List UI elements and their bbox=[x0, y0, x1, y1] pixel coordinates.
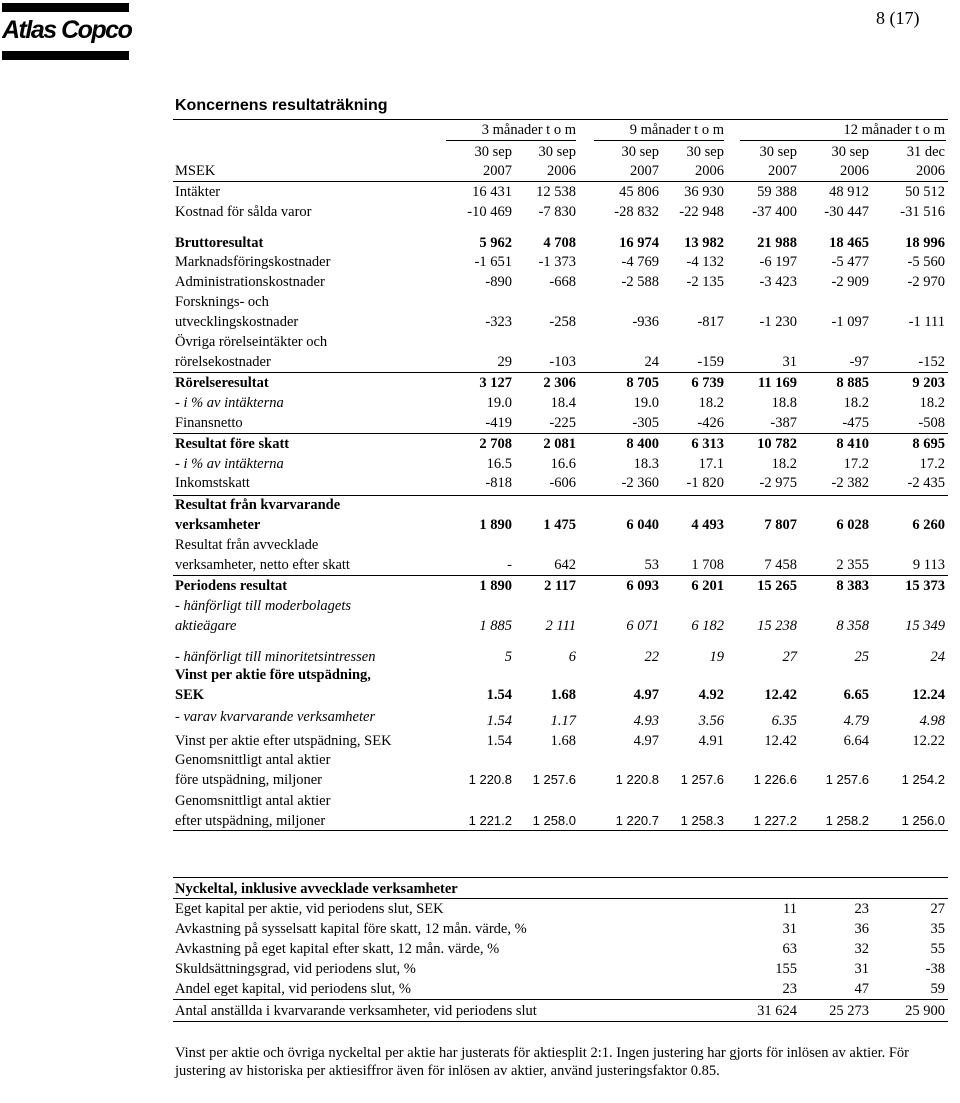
row-value: 4 708 bbox=[543, 235, 576, 251]
row-value: 12.22 bbox=[912, 733, 945, 749]
column-date: 30 sep bbox=[831, 144, 869, 160]
row-value: 21 988 bbox=[757, 235, 797, 251]
row-value: 8 705 bbox=[626, 375, 659, 391]
footnote: Vinst per aktie och övriga nyckeltal per aktie har justerats för aktiesplit 2:1. Ingen justering har gjorts för inlösen av aktier. För justering av historiska per aktiesiffror även för inlösen av aktier, använd justeringsfaktor 0.85. bbox=[175, 1045, 909, 1079]
kpi-value: 35 bbox=[930, 921, 945, 937]
row-value: -5 477 bbox=[831, 254, 869, 270]
row-value: 24 bbox=[644, 354, 659, 370]
row-label: efter utspädning, miljoner bbox=[175, 813, 326, 829]
row-label: före utspädning, miljoner bbox=[175, 772, 322, 788]
kpi-value: 55 bbox=[930, 941, 945, 957]
page-number: 8 (17) bbox=[876, 8, 920, 28]
row-value: 12.24 bbox=[912, 687, 945, 703]
row-value: 53 bbox=[644, 557, 659, 573]
period-group-header: 12 månader t o m bbox=[843, 122, 945, 138]
row-value: -817 bbox=[697, 314, 724, 330]
row-label: aktieägare bbox=[175, 618, 237, 634]
row-value: 12 538 bbox=[536, 184, 576, 200]
row-value: -31 516 bbox=[900, 204, 945, 220]
kpi-label: Antal anställda i kvarvarande verksamheter, vid periodens slut bbox=[175, 1003, 537, 1019]
logo-bar-top bbox=[2, 3, 129, 12]
row-value: 6 040 bbox=[626, 517, 659, 533]
row-value: 1 257.6 bbox=[825, 772, 869, 787]
row-value: -936 bbox=[632, 314, 659, 330]
row-value: -152 bbox=[918, 354, 945, 370]
row-value: 6 260 bbox=[912, 517, 945, 533]
kpi-label: Andel eget kapital, vid periodens slut, % bbox=[175, 981, 411, 997]
row-value: 1 220.8 bbox=[615, 772, 659, 787]
row-label: - hänförligt till minoritetsintressen bbox=[175, 649, 376, 665]
kpi-value: 31 bbox=[782, 921, 797, 937]
row-value: 6 093 bbox=[626, 578, 659, 594]
row-value: -2 975 bbox=[759, 475, 797, 491]
row-value: -419 bbox=[485, 415, 512, 431]
row-value: 2 355 bbox=[836, 557, 869, 573]
row-value: 6 739 bbox=[691, 375, 724, 391]
column-date: 31 dec bbox=[906, 144, 945, 160]
header-bottom-rule bbox=[173, 181, 948, 182]
row-value: 1 227.2 bbox=[753, 813, 797, 828]
kpi-value: 25 900 bbox=[905, 1003, 945, 1019]
row-value: 15 349 bbox=[905, 618, 945, 634]
row-value: -818 bbox=[485, 475, 512, 491]
kpi-value: 47 bbox=[854, 981, 869, 997]
row-value: -323 bbox=[485, 314, 512, 330]
row-value: 4.79 bbox=[843, 713, 869, 729]
row-label: Bruttoresultat bbox=[175, 235, 264, 251]
row-label: Resultat från kvarvarande bbox=[175, 497, 341, 513]
row-value: 16 974 bbox=[619, 235, 659, 251]
column-date: 30 sep bbox=[538, 144, 576, 160]
income-statement-title: Koncernens resultaträkning bbox=[175, 97, 388, 114]
row-value: 2 117 bbox=[544, 578, 576, 594]
row-label: verksamheter bbox=[175, 517, 261, 533]
row-value: 19 bbox=[709, 649, 724, 665]
row-value: 48 912 bbox=[829, 184, 869, 200]
row-label: verksamheter, netto efter skatt bbox=[175, 557, 350, 573]
row-value: 15 265 bbox=[757, 578, 797, 594]
row-value: 1 475 bbox=[543, 517, 576, 533]
row-value: -28 832 bbox=[614, 204, 659, 220]
row-value: 1 220.7 bbox=[615, 813, 659, 828]
row-value: 8 358 bbox=[836, 618, 869, 634]
kpi-value: 32 bbox=[854, 941, 869, 957]
row-label: - i % av intäkterna bbox=[175, 456, 284, 472]
row-value: -7 830 bbox=[538, 204, 576, 220]
kpi-value: 25 273 bbox=[829, 1003, 869, 1019]
row-label: Övriga rörelseintäkter och bbox=[175, 334, 328, 350]
row-value: 25 bbox=[854, 649, 869, 665]
logo-bar-bottom bbox=[2, 51, 129, 60]
column-date: 30 sep bbox=[474, 144, 512, 160]
row-value: -1 111 bbox=[908, 314, 945, 330]
row-value: -30 447 bbox=[824, 204, 869, 220]
row-value: 10 782 bbox=[757, 436, 797, 452]
row-value: -22 948 bbox=[679, 204, 724, 220]
row-value: 36 930 bbox=[684, 184, 724, 200]
row-value: -159 bbox=[697, 354, 724, 370]
row-value: -2 588 bbox=[621, 274, 659, 290]
row-label: Administrationskostnader bbox=[175, 274, 325, 290]
row-value: 8 383 bbox=[836, 578, 869, 594]
row-value: 7 458 bbox=[764, 557, 797, 573]
row-value: -2 435 bbox=[907, 475, 945, 491]
row-value: 5 962 bbox=[479, 235, 512, 251]
row-value: -1 230 bbox=[759, 314, 797, 330]
row-value: 27 bbox=[782, 649, 797, 665]
row-value: 18.2 bbox=[919, 395, 945, 411]
column-date: 30 sep bbox=[621, 144, 659, 160]
row-value: 1 257.6 bbox=[532, 772, 576, 787]
row-value: -2 360 bbox=[621, 475, 659, 491]
row-value: 16.6 bbox=[550, 456, 576, 472]
row-value: -2 970 bbox=[907, 274, 945, 290]
row-value: 18.2 bbox=[771, 456, 797, 472]
kpi-value: 59 bbox=[930, 981, 945, 997]
row-value: 18 996 bbox=[905, 235, 945, 251]
row-label: Finansnetto bbox=[175, 415, 243, 431]
period-group-header: 9 månader t o m bbox=[629, 122, 724, 138]
row-label: Forsknings- och bbox=[175, 294, 269, 310]
kpi-title-rule bbox=[173, 898, 948, 899]
kpi-row-rule bbox=[173, 999, 948, 1000]
row-value: 1 254.2 bbox=[901, 772, 945, 787]
row-value: 642 bbox=[554, 557, 576, 573]
subtotal-rule bbox=[173, 433, 948, 434]
row-label: Vinst per aktie före utspädning, bbox=[175, 667, 371, 683]
row-value: 3 127 bbox=[479, 375, 512, 391]
row-value: 12.42 bbox=[764, 733, 797, 749]
kpi-top-rule bbox=[173, 877, 948, 878]
row-value: 15 373 bbox=[905, 578, 945, 594]
row-label: Periodens resultat bbox=[175, 578, 288, 594]
row-value: 7 807 bbox=[764, 517, 797, 533]
row-value: 13 982 bbox=[684, 235, 724, 251]
row-label: utvecklingskostnader bbox=[175, 314, 299, 330]
row-value: 17.1 bbox=[698, 456, 724, 472]
row-label: Intäkter bbox=[175, 184, 221, 200]
period-rule-12m bbox=[740, 140, 946, 141]
row-value: 18.3 bbox=[633, 456, 659, 472]
row-value: -606 bbox=[549, 475, 576, 491]
column-date: 30 sep bbox=[759, 144, 797, 160]
row-value: -2 909 bbox=[831, 274, 869, 290]
period-rule-9m bbox=[594, 140, 724, 141]
row-value: 4.97 bbox=[633, 687, 659, 703]
row-value: 4 493 bbox=[691, 517, 724, 533]
row-value: 1 257.6 bbox=[680, 772, 724, 787]
row-value: -2 135 bbox=[686, 274, 724, 290]
kpi-label: Skuldsättningsgrad, vid periodens slut, % bbox=[175, 961, 416, 977]
subtotal-rule bbox=[173, 575, 948, 576]
row-value: -4 769 bbox=[621, 254, 659, 270]
kpi-value: 27 bbox=[930, 901, 945, 917]
row-value: -668 bbox=[549, 274, 576, 290]
column-year: 2006 bbox=[916, 163, 945, 179]
row-value: -10 469 bbox=[467, 204, 512, 220]
kpi-bottom-rule bbox=[173, 1021, 948, 1022]
row-value: 6 182 bbox=[691, 618, 724, 634]
company-logo: Atlas Copco bbox=[2, 16, 132, 44]
kpi-value: 11 bbox=[783, 901, 797, 917]
kpi-value: -38 bbox=[925, 961, 945, 977]
row-value: 17.2 bbox=[843, 456, 869, 472]
row-value: 6 313 bbox=[691, 436, 724, 452]
kpi-title: Nyckeltal, inklusive avvecklade verksamheter bbox=[175, 881, 458, 897]
subtotal-rule bbox=[173, 495, 948, 496]
table-bottom-rule bbox=[173, 830, 948, 831]
kpi-label: Avkastning på eget kapital efter skatt, 12 mån. värde, % bbox=[175, 941, 500, 957]
row-value: 4.98 bbox=[919, 713, 945, 729]
row-value: -1 651 bbox=[474, 254, 512, 270]
kpi-label: Avkastning på sysselsatt kapital före skatt, 12 mån. värde, % bbox=[175, 921, 527, 937]
column-year: 2007 bbox=[768, 163, 797, 179]
row-value: 18 465 bbox=[829, 235, 869, 251]
row-value: 59 388 bbox=[757, 184, 797, 200]
row-value: 18.2 bbox=[843, 395, 869, 411]
row-value: 8 400 bbox=[626, 436, 659, 452]
row-label: Resultat före skatt bbox=[175, 436, 290, 452]
row-value: -6 197 bbox=[759, 254, 797, 270]
row-value: 6 bbox=[568, 649, 576, 665]
row-value: 2 111 bbox=[545, 618, 576, 634]
table-top-rule bbox=[173, 119, 948, 120]
row-value: -37 400 bbox=[752, 204, 797, 220]
kpi-value: 155 bbox=[775, 961, 797, 977]
row-value: 6.64 bbox=[843, 733, 869, 749]
row-value: 3.56 bbox=[698, 713, 724, 729]
row-value: 8 410 bbox=[836, 436, 869, 452]
row-label: - hänförligt till moderbolagets bbox=[175, 598, 352, 614]
column-year: 2007 bbox=[483, 163, 512, 179]
row-value: 18.2 bbox=[698, 395, 724, 411]
row-value: 17.2 bbox=[919, 456, 945, 472]
row-value: 1 258.0 bbox=[532, 813, 576, 828]
row-value: 6 201 bbox=[691, 578, 724, 594]
period-group-header: 3 månader t o m bbox=[481, 122, 576, 138]
row-value: 12.42 bbox=[764, 687, 797, 703]
row-value: -1 097 bbox=[831, 314, 869, 330]
row-value: -1 820 bbox=[686, 475, 724, 491]
column-year: 2006 bbox=[695, 163, 724, 179]
row-value: -5 560 bbox=[907, 254, 945, 270]
row-value: 15 238 bbox=[757, 618, 797, 634]
row-value: - bbox=[507, 557, 512, 573]
row-value: 1 258.2 bbox=[825, 813, 869, 828]
row-value: 31 bbox=[782, 354, 797, 370]
column-year: 2006 bbox=[840, 163, 869, 179]
row-value: 2 081 bbox=[543, 436, 576, 452]
period-rule-3m bbox=[446, 140, 576, 141]
row-value: 1 220.8 bbox=[468, 772, 512, 787]
row-label: - i % av intäkterna bbox=[175, 395, 284, 411]
row-value: 4.93 bbox=[633, 713, 659, 729]
row-value: 18.4 bbox=[550, 395, 576, 411]
row-value: -4 132 bbox=[686, 254, 724, 270]
row-value: -103 bbox=[549, 354, 576, 370]
row-value: 2 708 bbox=[479, 436, 512, 452]
subtotal-rule bbox=[173, 372, 948, 373]
row-label: rörelsekostnader bbox=[175, 354, 271, 370]
row-value: 29 bbox=[497, 354, 512, 370]
row-value: 1 221.2 bbox=[468, 813, 512, 828]
row-value: 6.35 bbox=[771, 713, 797, 729]
row-value: 6.65 bbox=[843, 687, 869, 703]
row-value: -1 373 bbox=[538, 254, 576, 270]
row-value: 22 bbox=[644, 649, 659, 665]
row-value: -475 bbox=[842, 415, 869, 431]
row-value: -3 423 bbox=[759, 274, 797, 290]
row-value: 9 113 bbox=[912, 557, 945, 573]
row-value: -97 bbox=[849, 354, 869, 370]
row-value: 1 890 bbox=[479, 578, 512, 594]
row-value: 8 695 bbox=[912, 436, 945, 452]
row-label: - varav kvarvarande verksamheter bbox=[175, 709, 376, 725]
row-value: 1 256.0 bbox=[901, 813, 945, 828]
row-value: 18.8 bbox=[771, 395, 797, 411]
row-label: Inkomstskatt bbox=[175, 475, 250, 491]
row-value: 8 885 bbox=[836, 375, 869, 391]
row-value: 1.68 bbox=[550, 687, 576, 703]
row-value: 4.97 bbox=[633, 733, 659, 749]
row-value: -305 bbox=[632, 415, 659, 431]
row-value: 2 306 bbox=[543, 375, 576, 391]
row-value: 4.92 bbox=[698, 687, 724, 703]
row-value: 6 028 bbox=[836, 517, 869, 533]
kpi-value: 23 bbox=[782, 981, 797, 997]
row-value: 16.5 bbox=[486, 456, 512, 472]
row-label: Genomsnittligt antal aktier bbox=[175, 793, 331, 809]
row-label: Rörelseresultat bbox=[175, 375, 269, 391]
row-label: Marknadsföringskostnader bbox=[175, 254, 331, 270]
kpi-value: 31 bbox=[854, 961, 869, 977]
row-value: 1 885 bbox=[479, 618, 512, 634]
row-value: 1 890 bbox=[479, 517, 512, 533]
row-value: 1.68 bbox=[550, 733, 576, 749]
row-value: 24 bbox=[930, 649, 945, 665]
kpi-label: Eget kapital per aktie, vid periodens slut, SEK bbox=[175, 901, 444, 917]
row-value: -387 bbox=[770, 415, 797, 431]
row-label: SEK bbox=[175, 687, 205, 703]
row-value: -508 bbox=[918, 415, 945, 431]
row-value: -890 bbox=[485, 274, 512, 290]
row-value: -2 382 bbox=[831, 475, 869, 491]
row-value: -426 bbox=[697, 415, 724, 431]
kpi-value: 23 bbox=[854, 901, 869, 917]
row-value: 1.54 bbox=[486, 733, 512, 749]
row-value: -225 bbox=[549, 415, 576, 431]
row-label: Kostnad för sålda varor bbox=[175, 204, 312, 220]
row-label: Resultat från avvecklade bbox=[175, 537, 319, 553]
row-value: 1.17 bbox=[550, 713, 576, 729]
row-value: 4.91 bbox=[698, 733, 724, 749]
row-label: Genomsnittligt antal aktier bbox=[175, 752, 331, 768]
row-value: 1.54 bbox=[486, 687, 512, 703]
row-value: 19.0 bbox=[486, 395, 512, 411]
row-value: -258 bbox=[549, 314, 576, 330]
row-value: 19.0 bbox=[633, 395, 659, 411]
row-value: 11 169 bbox=[757, 375, 797, 391]
row-value: 16 431 bbox=[472, 184, 512, 200]
row-value: 9 203 bbox=[912, 375, 945, 391]
row-value: 6 071 bbox=[626, 618, 659, 634]
row-value: 1 226.6 bbox=[753, 772, 797, 787]
row-value: 1.54 bbox=[486, 713, 512, 729]
column-year: 2006 bbox=[547, 163, 576, 179]
column-year: 2007 bbox=[630, 163, 659, 179]
column-date: 30 sep bbox=[686, 144, 724, 160]
row-label: Vinst per aktie efter utspädning, SEK bbox=[175, 733, 392, 749]
row-value: 5 bbox=[504, 649, 512, 665]
row-value: 50 512 bbox=[905, 184, 945, 200]
row-value: 1 258.3 bbox=[680, 813, 724, 828]
row-value: 45 806 bbox=[619, 184, 659, 200]
kpi-value: 63 bbox=[782, 941, 797, 957]
currency-label: MSEK bbox=[175, 163, 216, 179]
kpi-value: 36 bbox=[854, 921, 869, 937]
kpi-value: 31 624 bbox=[757, 1003, 797, 1019]
row-value: 1 708 bbox=[691, 557, 724, 573]
